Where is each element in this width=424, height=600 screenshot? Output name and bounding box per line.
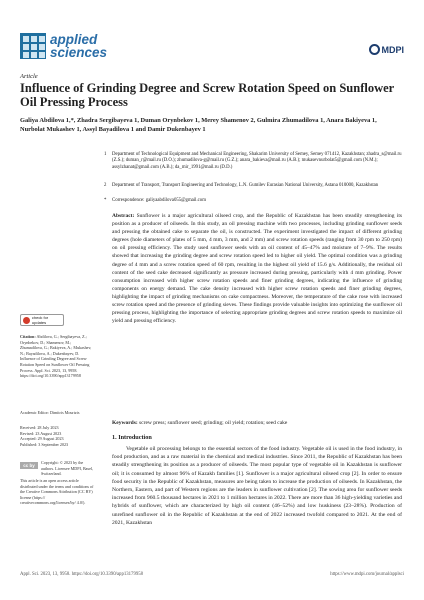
- journal-name-line1: applied: [50, 32, 98, 47]
- journal-logo[interactable]: [20, 24, 144, 68]
- journal-name-line2: sciences: [50, 45, 108, 60]
- keywords: [112, 419, 402, 427]
- keywords-label: Keywords:: [112, 420, 138, 426]
- affiliation-1: [104, 152, 402, 171]
- author-list: Galiya Abdilova 1,*, Zhadra Sergibayeva 1, Duman Orynbekov 1, Merey Shamenov 2, Gulmira Zhumadilova 1, Anara Bakiyeva 1, Nurbolat Mukashev 1, Assyl Bayadilova 1 and Damir Dukenbayev 1: [20, 117, 377, 133]
- abstract-label: Abstract:: [112, 213, 135, 219]
- paper-title: Influence of Grinding Degree and Screw Rotation Speed on Sunflower Oil Pressing Process: [20, 81, 394, 109]
- check-for-updates-button[interactable]: [20, 314, 64, 326]
- license-text[interactable]: This article is an open access article distributed under the terms and conditions of the Creative Commons Attribution (CC BY) license (https:// creativecommons.org/licenses/by/ 4.0/).: [20, 478, 94, 506]
- cc-license-badge[interactable]: cc by: [20, 462, 38, 469]
- abstract-text: Sunflower is a major agricultural oilseed crop, and the Republic of Kazakhstan has been steadily strengthening its position as a producer of oilseeds. In this study, an oil pressing machine with two processes, including grinding sunflower seeds and pressing the obtained cake to separate the oil, is constructed. The experiment investigated the impact of different grinding degrees (hole diameters of plates of 5 mm, 4 mm, 3 mm, and 2 mm) and screw rotation speeds (ranging from 30 rpm to 250 rpm) on oil pressing efficiency. The study used sunflower seeds with an oil content of 45–47% and moisture of 7–9%. The results showed that increasing the grinding degree and screw rotation speed led to higher oil yield. The optimal condition was a grinding degree of 4 mm and a screw rotation speed of 60 rpm, resulting in the highest oil yield of 15.6 g/s. Additionally, the residual oil content of the seed cake decreased significantly as pressure increased during pressing, particularly with 4 mm grinding. Power consumption increased with higher screw rotation speeds and finer grinding degrees, indicating the influence of grinding components on energy demand. The cake density increased with higher screw rotation speeds and finer grinding degrees, highlighting the impact of grinding mechanisms on cake compactness. Moreover, the temperature of the cake rose with increased screw rotation speed and the presence of grinding sieves. These findings provide valuable insights into optimizing the sunflower oil pressing process, highlighting the importance of selecting appropriate grinding degrees and screw rotation speeds to maximize oil yield and pressing efficiency.: [112, 213, 402, 325]
- mdpi-logo-icon: [369, 44, 380, 55]
- publisher-logo[interactable]: [369, 44, 405, 55]
- correspondence: [104, 198, 402, 204]
- affiliation-number: 1: [104, 152, 107, 157]
- journal-name: [50, 33, 107, 59]
- copyright-text: Copyright: © 2023 by the authors. Licensee MDPI, Basel, Switzerland.: [41, 460, 94, 477]
- citation-label: Citation:: [20, 334, 36, 339]
- publication-dates: [20, 425, 94, 447]
- publisher-name: MDPI: [381, 44, 404, 55]
- affiliation-text: Department of Transport, Transport Engineering and Technology, L.N. Gumilev Eurasian National University, Astana 010000, Kazakhstan: [112, 183, 379, 188]
- introduction-body: [112, 445, 402, 527]
- correspondence-text[interactable]: Correspondence: galiyaabdilova055@gmail.com: [112, 198, 206, 203]
- abstract: [112, 212, 402, 325]
- journal-logo-icon: [20, 33, 46, 59]
- introduction-paragraph: Vegetable oil processing belongs to the essential sectors of the food industry. Vegetable oil is used in the food industry, in food production, and as a raw material in the chemical and medical industries. Since 2011, the Republic of Kazakhstan has been steadily strengthening its position as a producer of oilseeds. The most popular type of vegetable oil in Kazakhstan is sunflower oil; it is consumed by almost 96% of Kazakh families [1]. Sunflower is a major agricultural oilseed crop [2]. In order to ensure food security in the Republic of Kazakhstan, measures are being taken to increase the production of oilseeds. In Kazakhstan, the Northern, Eastern, and part of Western regions are the leaders in sunflower cultivation [2]. The sowing area for sunflower seeds increased from 960.5 thousand hectares in 2021 to 1 million hectares in 2022. There are more than 36 high-yielding varieties and hybrids of sunflower, which are characterized by high oil content (46–52%) and low huskiness (23–28%). Production of unrefined sunflower oil in the Republic of Kazakhstan at the end of 2022 increased twofold compared to 2021. At the end of 2021, Kazakhstan: [112, 446, 402, 526]
- keywords-text: screw press; sunflower seed; grinding; oil yield; rotation; seed cake: [139, 420, 288, 426]
- footer-journal-url[interactable]: https://www.mdpi.com/journal/applsci: [330, 572, 404, 577]
- updates-label: check for updates: [31, 315, 49, 325]
- revised-date: Revised: 23 August 2023: [20, 430, 62, 436]
- academic-editor: Academic Editor: Dimitris Mourtzis: [20, 410, 80, 415]
- affiliation-2: [104, 183, 402, 189]
- section-heading-introduction: 1. Introduction: [112, 434, 152, 441]
- article-type: Article: [20, 73, 38, 80]
- citation-text[interactable]: Abdilova, G.; Sergibayeva, Z.; Orynbekov, D.; Shamenov, M.; Zhumadilova, G.; Bakiyeva, A.; Mukashev, N.; Bayadilova, A.; Dukenbayev, D. Influence of Grinding Degree and Screw Rotation Speed on Sunflower Oil Pressing Process. Appl. Sci. 2023, 13, 9958. https://doi.org/10.3390/app13179958: [20, 334, 92, 379]
- updates-icon: [23, 317, 30, 324]
- affiliation-number: 2: [104, 183, 107, 188]
- citation-block: [20, 334, 94, 379]
- affiliation-text: Department of Technological Equipment and Mechanical Engineering, Shakarim University of Semey, Semey 071412, Kazakhstan; zhadra_s@mail.ru (Z.S.); duman_r@mail.ru (D.O.); zhumadilova-g@mail.ru (G.Z.); anara_bakieva@mail.ru (A.B.); mukasevnurbolat5@gmail.com (N.M.); assylzhanat@gmail.com (A.B.); da_mir_1991@mail.ru (D.D.): [112, 152, 402, 170]
- published-date: Published: 3 September 2023: [20, 441, 69, 447]
- accepted-date: Accepted: 29 August 2023: [20, 436, 64, 442]
- correspondence-marker: *: [104, 198, 107, 203]
- received-date: Received: 28 July 2023: [20, 425, 59, 430]
- footer-citation[interactable]: Appl. Sci. 2023, 13, 9958. https://doi.org/10.3390/app13179958: [20, 572, 144, 577]
